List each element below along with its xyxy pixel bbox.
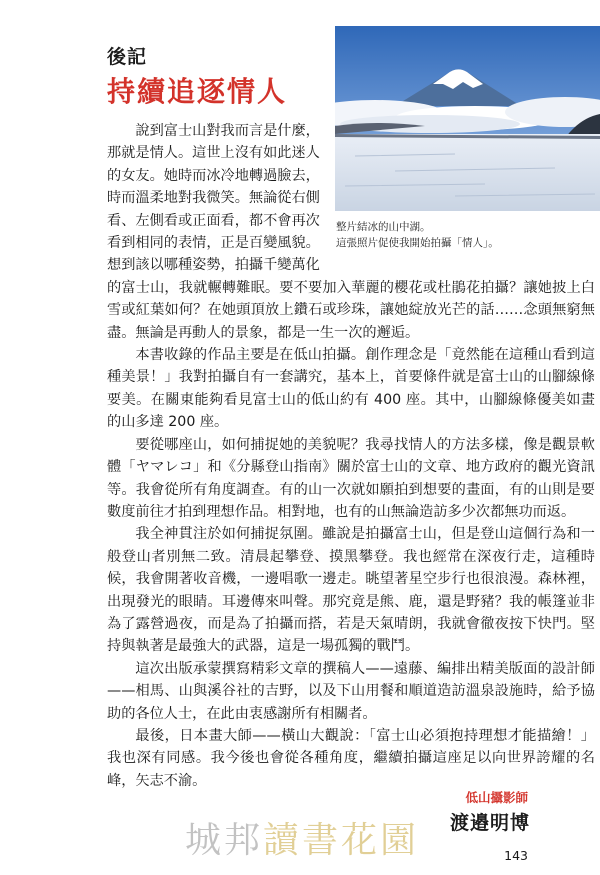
text-line: 想到該以哪種姿勢，拍攝千變萬化 (107, 257, 320, 274)
text-line: 的女友。她時而冰冷地轉過臉去， (107, 167, 320, 184)
paragraph-3: 要從哪座山，如何捕捉她的美貌呢？我尋找情人的方法多樣，像是觀景軟體「ヤマレコ」和《分縣登山指南》關於富士山的文章、地方政府的觀光資訊等。我會從所有角度調查。有的山一次就如願拍到想要的畫面，有的山則是要數度前往才拍到理想作品。相對地，也有的山無論造訪多少次都無功而返。 (107, 436, 595, 520)
watermark-part: 讀書花園 (263, 820, 420, 861)
paragraph-5: 這次出版承蒙撰寫精彩文章的撰稿人——遠藤、編排出精美版面的設計師——相馬、山與溪谷社的吉野，以及下山用餐和順道造訪溫泉設施時，給予協助的各位人士，在此由衷感謝所有相關者。 (107, 660, 595, 722)
article-body (107, 120, 595, 792)
paragraph-6: 最後，日本畫大師——橫山大觀說：「富士山必須抱持理想才能描繪！」我也深有同感。我今後也會從各種角度，繼續拍攝這座足以向世界誇耀的名峰，矢志不渝。 (107, 727, 595, 789)
author-role: 低山攝影師 (465, 790, 528, 805)
text-line: 說到富士山對我而言是什麼， (135, 123, 320, 139)
chapter-title: 持續追逐情人 (107, 75, 288, 108)
paragraph-2: 本書收錄的作品主要是在低山拍攝。創作理念是「竟然能在這種山看到這種美景！」我對拍攝自有一套講究，基本上，首要條件就是富士山的山腳線條要美。在關東能夠看見富士山的低山約有 400 座。其中，山腳線條優美如畫的山多達 200 座。 (107, 347, 595, 431)
caption-line: 這張照片促使我開始拍攝「情人」。 (336, 237, 499, 249)
page-number: 143 (504, 848, 528, 863)
author-name: 渡邉明博 (449, 812, 530, 834)
text-line: 看、左側看或正面看，都不會再次 (107, 212, 320, 229)
watermark-part: 城邦 (185, 820, 264, 861)
publisher-watermark (185, 812, 419, 863)
paragraph-4: 我全神貫注於如何捕捉氛圍。雖說是拍攝富士山，但是登山這個行為和一般登山者別無二致。清晨起攀登、摸黑攀登。我也經常在深夜行走，這種時候，我會開著收音機，一邊唱歌一邊走。眺望著星空步行也很浪漫。森林裡，出現發光的眼睛。耳邊傳來叫聲。那究竟是熊、鹿，還是野豬？我的帳篷並非為了露營過夜，而是為了拍攝而搭，若是天氣晴朗，我就會徹夜按下快門。堅持與執著是最強大的武器，這是一場孤獨的戰鬥。 (107, 526, 595, 655)
chapter-label: 後記 (107, 46, 148, 68)
paragraph-1-wrapped-lines (107, 120, 327, 277)
caption-line: 整片結冰的山中湖。 (336, 221, 431, 233)
text-line: 看到相同的表情，正是百變風貌。 (107, 235, 320, 252)
text-line: 時而溫柔地對我微笑。無論從右側 (107, 190, 320, 207)
text-line: 那就是情人。這世上沒有如此迷人 (107, 145, 320, 162)
paragraph-1-rest: 的富士山，我就輾轉難眠。要不要加入華麗的櫻花或杜鵑花拍攝？讓她披上白雪或紅葉如何？在她頭頂放上鑽石或珍珠，讓她綻放光芒的話……念頭無窮無盡。無論是再動人的景象，都是一生一次的邂逅。 (107, 279, 595, 341)
